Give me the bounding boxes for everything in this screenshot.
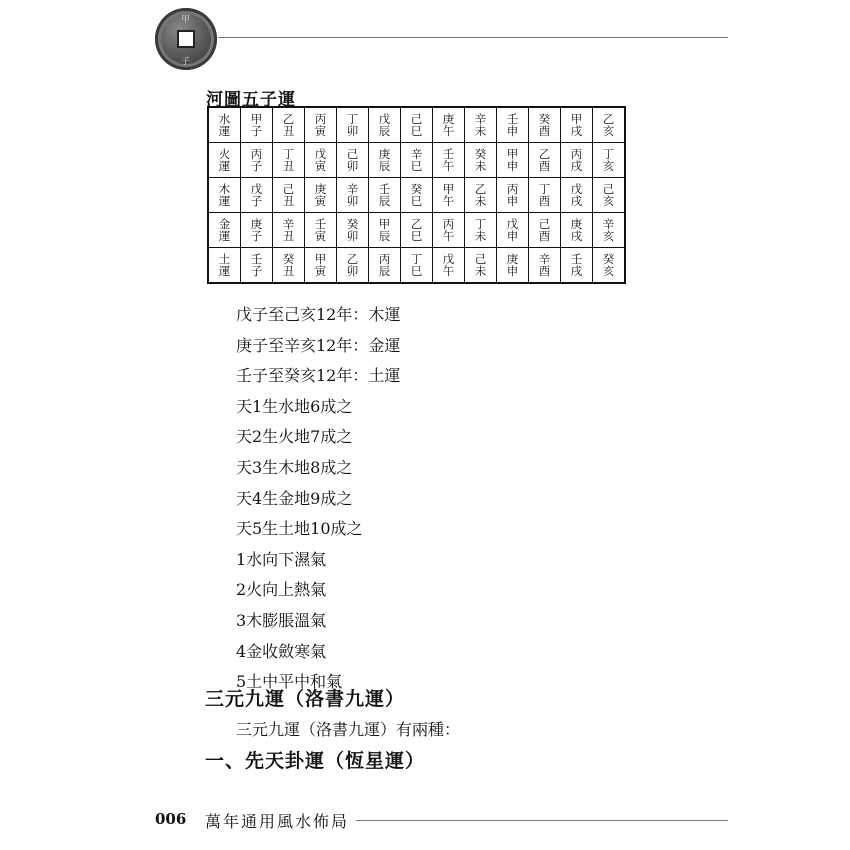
table-cell: 甲 申 xyxy=(497,143,529,178)
table-cell: 丙 午 xyxy=(433,213,465,248)
table-cell: 辛 酉 xyxy=(529,248,561,284)
body-line: 天4生金地9成之 xyxy=(236,488,353,508)
table-cell: 丁 未 xyxy=(465,213,497,248)
table-cell: 庚 辰 xyxy=(369,143,401,178)
table-cell: 壬 戌 xyxy=(561,248,593,284)
table-cell: 癸 亥 xyxy=(593,248,626,284)
table-cell: 己 未 xyxy=(465,248,497,284)
table-cell: 己 酉 xyxy=(529,213,561,248)
table-cell: 甲 午 xyxy=(433,178,465,213)
book-title: 萬年通用風水佈局 xyxy=(205,812,350,831)
table-cell: 丁 巳 xyxy=(401,248,433,284)
table-title: 河圖五子運 xyxy=(206,90,296,110)
table-cell: 甲 子 xyxy=(241,107,273,143)
body-line: 戊子至己亥12年：木運 xyxy=(236,305,401,324)
table-cell: 辛 丑 xyxy=(273,213,305,248)
body-line: 天2生火地7成之 xyxy=(236,427,353,447)
table-cell: 壬 申 xyxy=(497,107,529,143)
body-lines xyxy=(236,304,400,702)
table-cell: 癸 丑 xyxy=(273,248,305,284)
header-rule xyxy=(218,37,728,38)
table-cell: 乙 丑 xyxy=(273,107,305,143)
coin-icon xyxy=(155,8,217,70)
body-line: 天5生土地10成之 xyxy=(236,519,363,539)
table-cell: 辛 未 xyxy=(465,107,497,143)
table-cell: 甲 寅 xyxy=(305,248,337,284)
table-cell: 癸 巳 xyxy=(401,178,433,213)
table-cell: 庚 午 xyxy=(433,107,465,143)
section-text: 三元九運（洛書九運）有兩種： xyxy=(236,720,461,739)
body-line: 庚子至辛亥12年：金運 xyxy=(236,335,401,355)
table-cell: 乙 未 xyxy=(465,178,497,213)
body-line: 天1生水地6成之 xyxy=(236,396,353,416)
body-line: 5土中平中和氣 xyxy=(236,672,343,692)
coin-char-bottom: 子 xyxy=(181,57,191,67)
table-cell: 丙 寅 xyxy=(305,107,337,143)
table-cell: 丁 卯 xyxy=(337,107,369,143)
table-cell: 丙 戌 xyxy=(561,143,593,178)
coin-char-top: 甲 xyxy=(181,15,191,25)
table-cell: 甲 辰 xyxy=(369,213,401,248)
table-row xyxy=(208,107,625,143)
table-cell: 癸 未 xyxy=(465,143,497,178)
table-cell: 辛 亥 xyxy=(593,213,626,248)
coin-hole xyxy=(177,30,195,48)
table-cell: 丙 辰 xyxy=(369,248,401,284)
body-line: 壬子至癸亥12年：土運 xyxy=(236,366,401,386)
section-heading: 三元九運（洛書九運） xyxy=(205,688,406,710)
table-cell: 庚 戌 xyxy=(561,213,593,248)
table-cell: 乙 卯 xyxy=(337,248,369,284)
table-cell: 庚 申 xyxy=(497,248,529,284)
body-line: 3木膨脹溫氣 xyxy=(236,610,327,630)
table-cell: 壬 午 xyxy=(433,143,465,178)
table-cell: 庚 子 xyxy=(241,213,273,248)
table-cell: 戊 子 xyxy=(241,178,273,213)
table-cell: 乙 亥 xyxy=(593,107,626,143)
table-cell: 癸 卯 xyxy=(337,213,369,248)
footer-rule xyxy=(356,820,728,821)
table-row xyxy=(208,213,625,248)
table-cell: 己 卯 xyxy=(337,143,369,178)
table-cell: 丁 酉 xyxy=(529,178,561,213)
body-line: 1水向下濕氣 xyxy=(236,549,327,569)
table-cell: 丙 子 xyxy=(241,143,273,178)
body-line: 天3生木地8成之 xyxy=(236,457,353,477)
table-cell: 戊 申 xyxy=(497,213,529,248)
table-cell: 己 巳 xyxy=(401,107,433,143)
table-row xyxy=(208,143,625,178)
table-cell: 癸 酉 xyxy=(529,107,561,143)
table-cell: 辛 卯 xyxy=(337,178,369,213)
sub-heading: 一、先天卦運（恆星運） xyxy=(205,750,426,772)
table-cell: 戊 寅 xyxy=(305,143,337,178)
fortune-table xyxy=(207,106,626,284)
body-line: 2火向上熱氣 xyxy=(236,580,327,600)
table-cell: 己 亥 xyxy=(593,178,626,213)
body-line: 4金收斂寒氣 xyxy=(236,641,327,661)
table-cell: 丁 丑 xyxy=(273,143,305,178)
table-row-header: 水 運 xyxy=(208,107,241,143)
table-row xyxy=(208,178,625,213)
table-cell: 戊 戌 xyxy=(561,178,593,213)
table-cell: 壬 子 xyxy=(241,248,273,284)
table-cell: 庚 寅 xyxy=(305,178,337,213)
page-number: 006 xyxy=(155,810,187,828)
table-cell: 壬 寅 xyxy=(305,213,337,248)
table-cell: 己 丑 xyxy=(273,178,305,213)
table-cell: 甲 戌 xyxy=(561,107,593,143)
table-row-header: 金 運 xyxy=(208,213,241,248)
table-cell: 乙 酉 xyxy=(529,143,561,178)
table-cell: 戊 午 xyxy=(433,248,465,284)
table-cell: 辛 巳 xyxy=(401,143,433,178)
table-row xyxy=(208,248,625,284)
table-cell: 丁 亥 xyxy=(593,143,626,178)
table-cell: 戊 辰 xyxy=(369,107,401,143)
table-row-header: 火 運 xyxy=(208,143,241,178)
table-cell: 壬 辰 xyxy=(369,178,401,213)
table-row-header: 土 運 xyxy=(208,248,241,284)
table-cell: 丙 申 xyxy=(497,178,529,213)
table-row-header: 木 運 xyxy=(208,178,241,213)
table-cell: 乙 巳 xyxy=(401,213,433,248)
